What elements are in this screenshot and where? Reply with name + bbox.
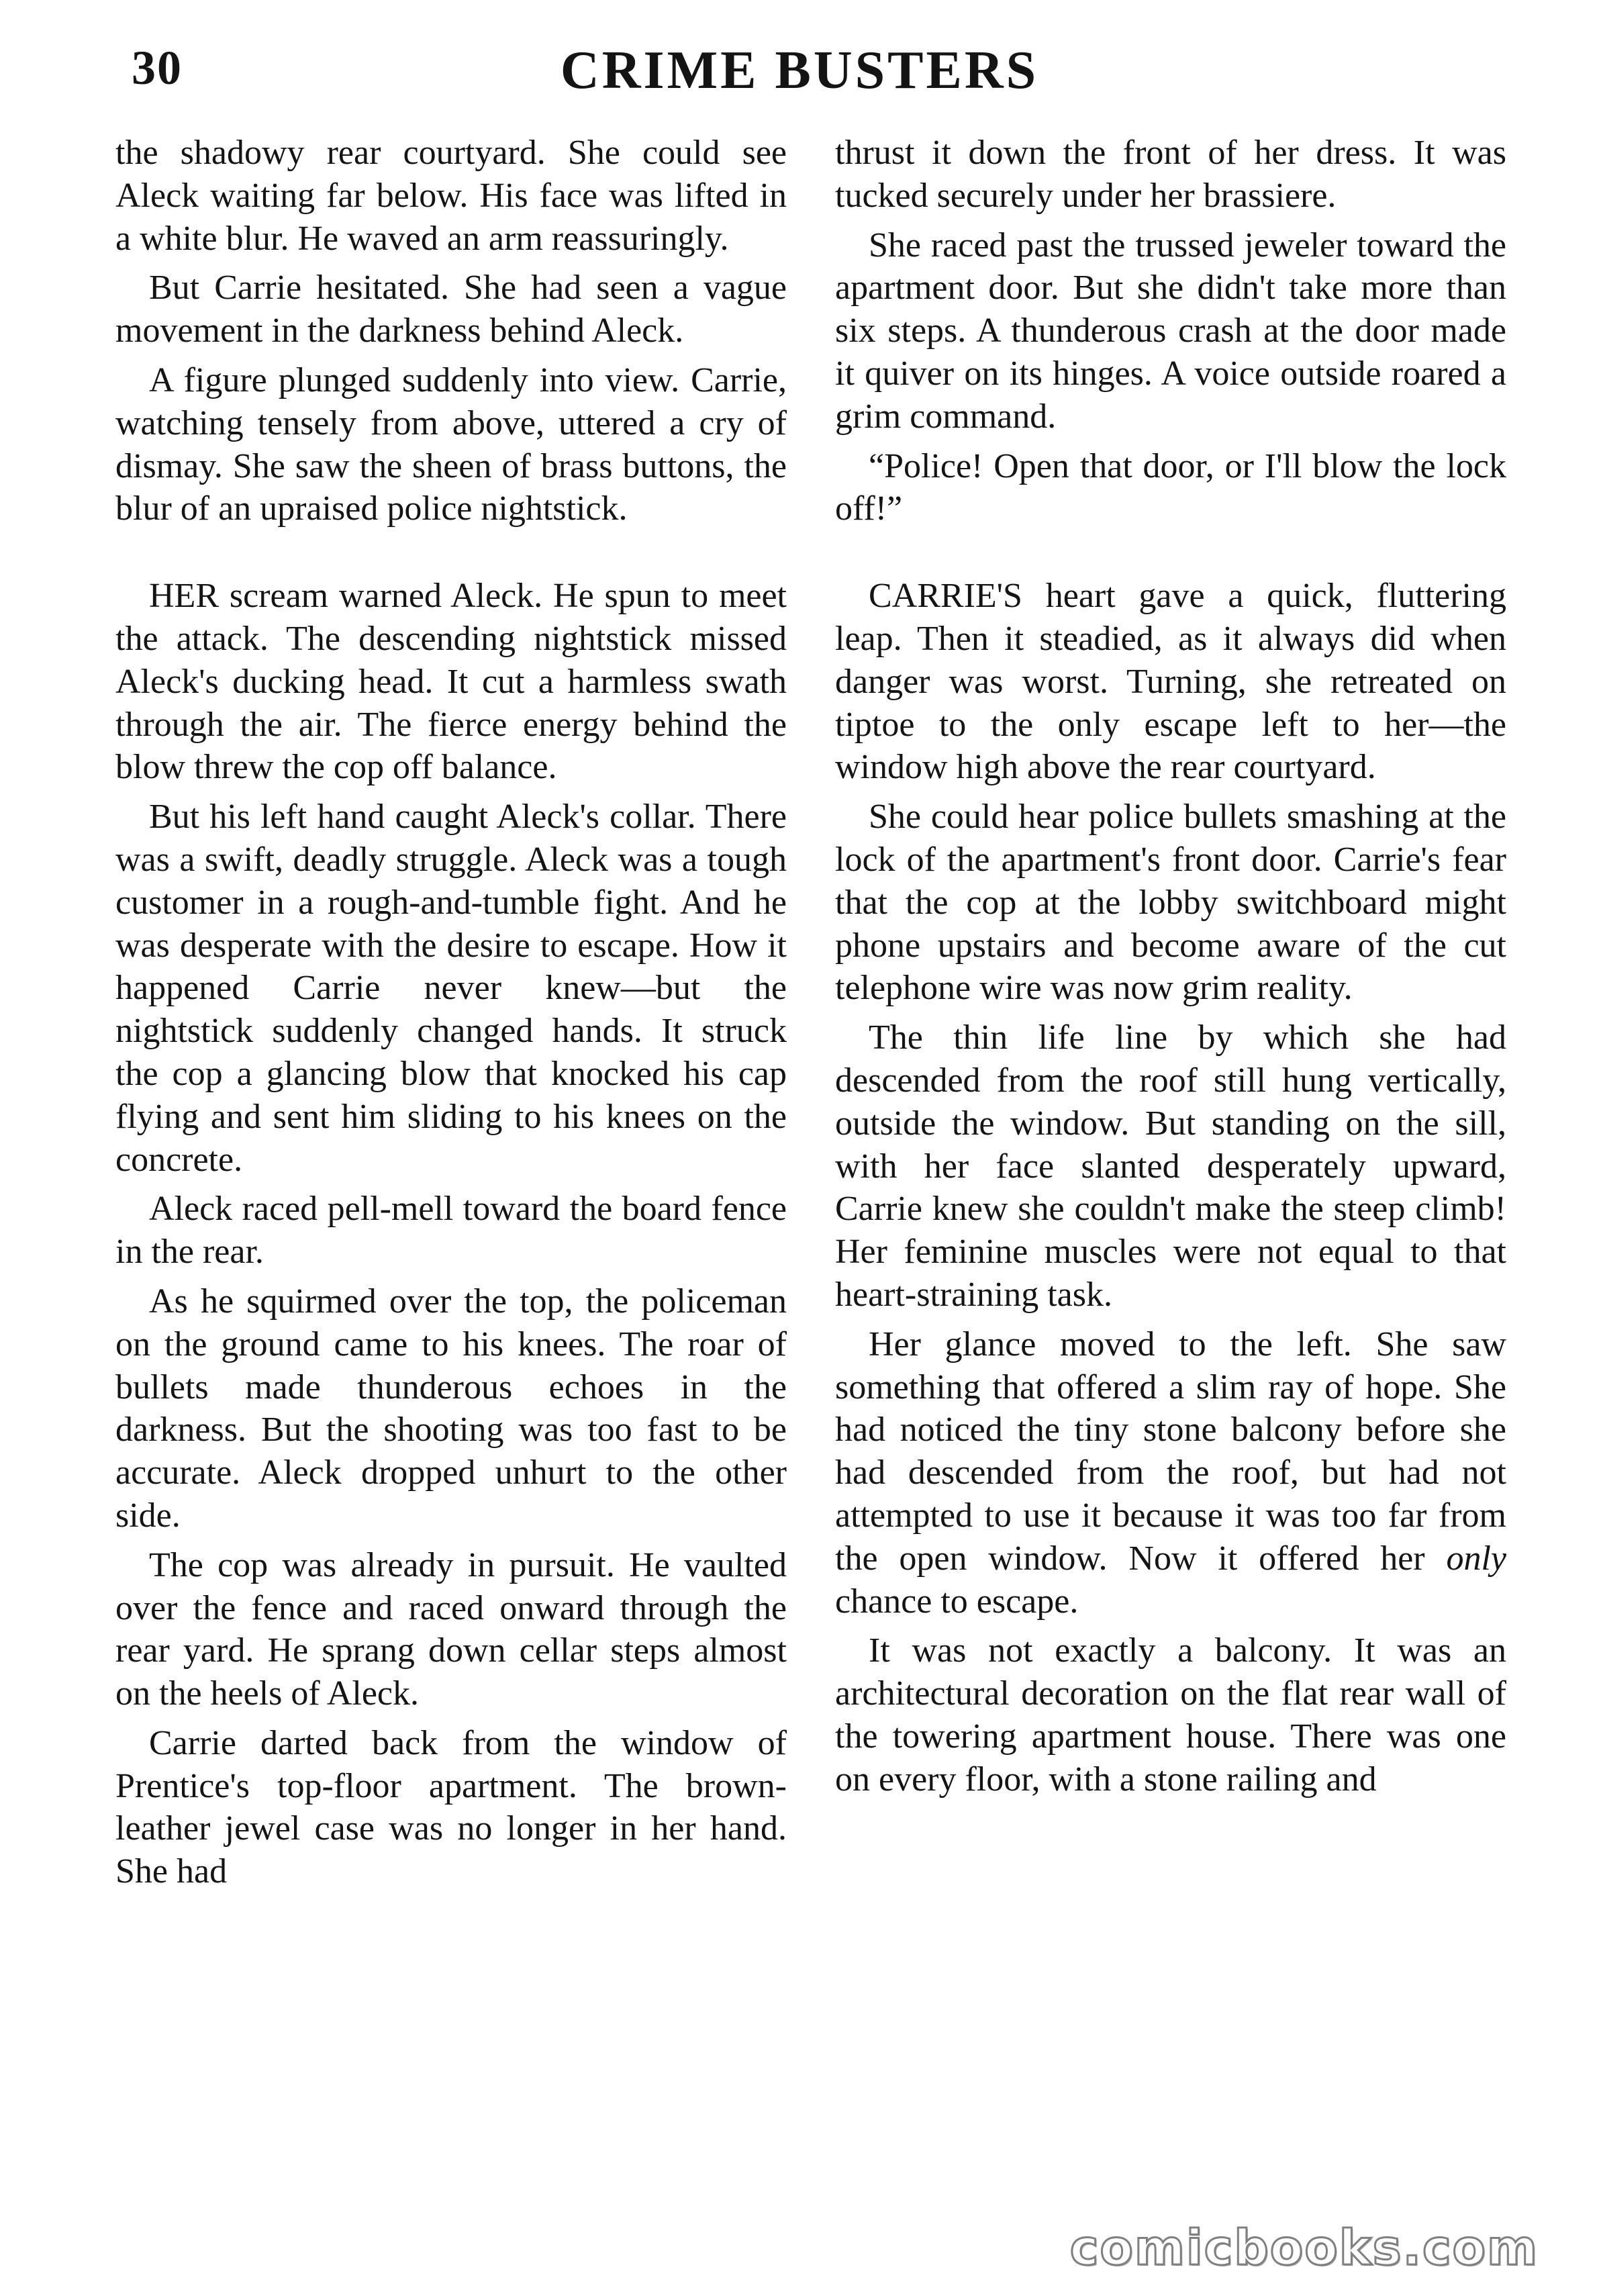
paragraph: Carrie darted back from the window of Prentice's top-floor apartment. The brown-leather jewel case was no longer in her hand. She had (115, 1723, 787, 1891)
paragraph: But his left hand caught Aleck's collar. There was a swift, deadly struggle. Aleck was a tough customer in a rough-and-tumble fight. And he was desperate with the desire to escape. How it happened Carrie never knew—but the nightstick suddenly changed hands. It struck the cop a glancing blow that knocked his cap flying and sent him sliding to his knees on the concrete. (115, 798, 787, 1179)
paragraph: She raced past the trussed jeweler toward the apartment door. But she didn't take more than six steps. A thunderous crash at the door made it quiver on its hinges. A voice outside roared a grim command. (835, 226, 1506, 436)
text-run: chance to escape. (835, 1582, 1079, 1621)
paragraph: As he squirmed over the top, the policeman on the ground came to his knees. The roar of bullets made thunderous echoes in the darkness. But the shooting was too fast to be accurate. Aleck dropped unhurt to the other side. (115, 1282, 787, 1535)
paragraph: “Police! Open that door, or I'll blow the lock off!” (835, 446, 1506, 528)
text-run: Her glance moved to the left. She saw something that offered a slim ray of hope. She had noticed the tiny stone balcony before she had descended from the roof, but had not attempted to use it because it was too far from the open window. Now it offered her (835, 1325, 1506, 1578)
paragraph: Aleck raced pell-mell toward the board fence in the rear. (115, 1190, 787, 1272)
page-number: 30 (132, 41, 183, 95)
paragraph: A figure plunged suddenly into view. Carrie, watching tensely from above, uttered a cry of dismay. She saw the sheen of brass buttons, the blur of an upraised police nightstick. (115, 361, 787, 528)
paragraph (835, 1323, 1506, 1623)
paragraph: The thin life line by which she had descended from the roof still hung vertically, outside the window. But standing on the sill, with her face slanted desperately upward, Carrie knew she couldn't make the steep climb! Her feminine muscles were not equal to that heart-straining task. (835, 1018, 1506, 1314)
paragraph: thrust it down the front of her dress. It was tucked securely under her brassiere. (835, 134, 1506, 215)
paragraph-section-start: CARRIE'S heart gave a quick, fluttering leap. Then it steadied, as it always did when danger was worst. Turning, she retreated on tiptoe to the only escape left to her—the window high above the rear courtyard. (835, 577, 1506, 787)
paragraph: But Carrie hesitated. She had seen a vague movement in the darkness behind Aleck. (115, 269, 787, 350)
running-title: CRIME BUSTERS (560, 41, 1039, 100)
emphasis: only (1446, 1539, 1506, 1578)
paragraph: It was not exactly a balcony. It was an architectural decoration on the flat rear wall of the towering apartment house. There was one on every floor, with a stone railing and (835, 1631, 1506, 1799)
paragraph: the shadowy rear courtyard. She could see Aleck waiting far below. His face was lifted in a white blur. He waved an arm reassuringly. (115, 134, 787, 258)
watermark-logo: comicbooks.com (1069, 2219, 1539, 2276)
left-column (115, 132, 787, 1900)
paragraph-section-start: HER scream warned Aleck. He spun to meet the attack. The descending nightstick missed Aleck's ducking head. It cut a harmless swath through the air. The fierce energy behind the blow threw the cop off balance. (115, 577, 787, 787)
paragraph: She could hear police bullets smashing at the lock of the apartment's front door. Carrie's fear that the cop at the lobby switchboard might phone upstairs and become aware of the cut telephone wire was now grim reality. (835, 798, 1506, 1008)
right-column (835, 132, 1506, 1807)
page-header (0, 40, 1599, 114)
paragraph: The cop was already in pursuit. He vaulted over the fence and raced onward through the rear yard. He sprang down cellar steps almost on the heels of Aleck. (115, 1545, 787, 1713)
